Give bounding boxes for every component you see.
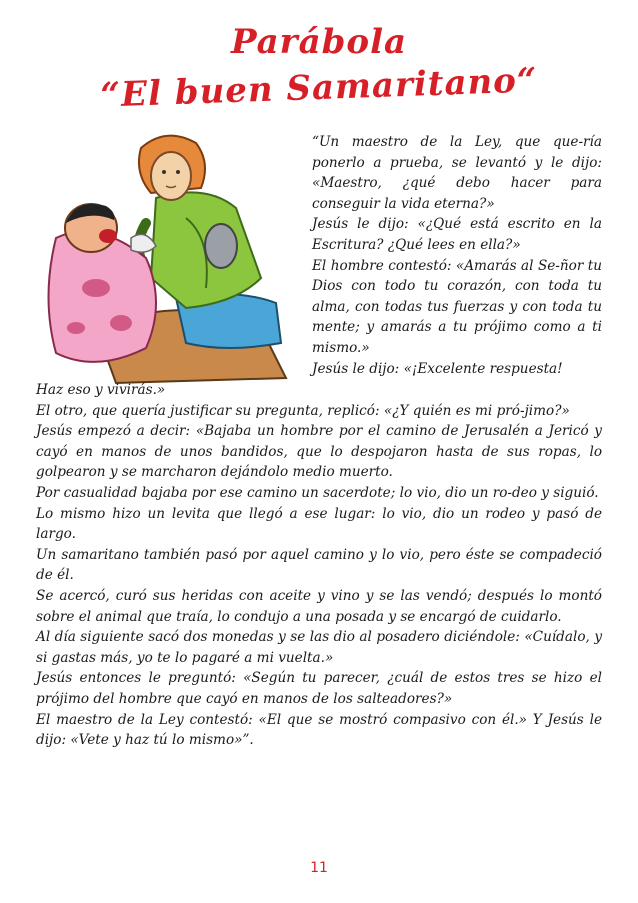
paragraph: Jesús le dijo: «¡Excelente respuesta! xyxy=(312,360,563,377)
title-line-1: Parábola xyxy=(230,22,408,62)
main-text-body xyxy=(36,380,602,751)
paragraph: El maestro de la Ley contestó: «El que se mostró compasivo con él.» Y Jesús le dijo: «Vete y haz tú lo mismo»”. xyxy=(36,711,602,749)
paragraph: Se acercó, curó sus heridas con aceite y vino y se las vendó; después lo montó sobre el animal que traía, lo condujo a una posada y se encargó de cuidarlo. xyxy=(36,587,602,625)
paragraph: Jesús entonces le preguntó: «Según tu parecer, ¿cuál de estos tres se hizo el prójimo del hombre que cayó en manos de los salteadores?» xyxy=(36,670,602,707)
paragraph: El hombre contestó: «Amarás al Se-ñor tu Dios con todo tu corazón, con toda tu alma, con todas tus fuerzas y con toda tu mente; y amarás a tu prójimo como a ti mismo.» xyxy=(312,257,602,356)
paragraph: El otro, que quería justificar su pregunta, replicó: «¿Y quién es mi pró-jimo?» xyxy=(36,402,570,419)
page-number: 11 xyxy=(310,860,328,876)
paragraph: “Un maestro de la Ley, que que-ría ponerlo a prueba, se levantó y le dijo: «Maestro, ¿qué debo hacer para conseguir la vida eterna?» xyxy=(312,134,602,212)
title-line-2: “El buen Samaritano“ xyxy=(99,60,539,116)
samaritan-illustration xyxy=(36,128,298,390)
paragraph: Un samaritano también pasó por aquel camino y lo vio, pero éste se compadeció de él. xyxy=(36,546,602,584)
paragraph: Por casualidad bajaba por ese camino un sacerdote; lo vio, dio un ro-deo y siguió. xyxy=(36,484,599,501)
paragraph: Jesús le dijo: «¿Qué está escrito en la Escritura? ¿Qué lees en ella?» xyxy=(312,216,602,253)
paragraph: Lo mismo hizo un levita que llegó a ese lugar: lo vio, dio un rodeo y pasó de largo. xyxy=(36,505,602,543)
paragraph: Haz eso y vivirás.» xyxy=(36,382,166,398)
side-text-column xyxy=(312,132,602,379)
paragraph: Al día siguiente sacó dos monedas y se las dio al posadero diciéndole: «Cuídalo, y si gastas más, yo te lo pagaré a mi vuelta.» xyxy=(36,629,602,666)
paragraph: Jesús empezó a decir: «Bajaba un hombre por el camino de Jerusalén a Jericó y cayó en manos de unos bandidos, que lo despojaron hasta de sus ropas, lo golpearon y se marcharon dejándolo medio muerto. xyxy=(36,423,602,481)
